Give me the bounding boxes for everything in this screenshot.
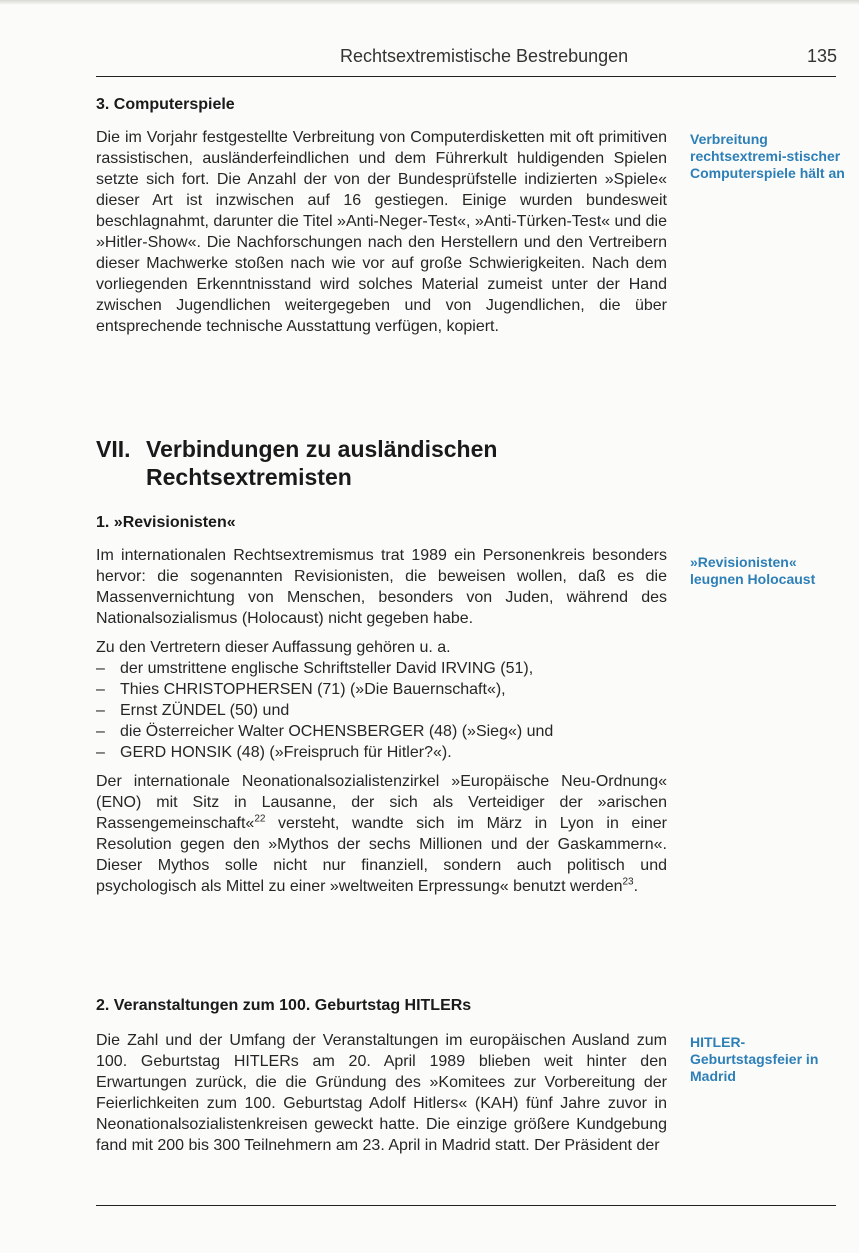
- section-body-hitler-geburtstag: [96, 1030, 667, 1156]
- chapter-title-line1: Verbindungen zu ausländischen: [146, 436, 498, 462]
- paragraph: Im internationalen Rechtsextremismus trat 1989 ein Personenkreis besonders hervor: die sogenannten Revisionisten, die beweisen wollen, daß es die Massenvernichtung von Menschen, besonders von Juden, während des Nationalsozialismus (Holocaust) nicht gegeben habe.: [96, 547, 667, 627]
- chapter-heading: [96, 435, 497, 491]
- footnote-ref: 23: [622, 876, 634, 888]
- section-heading-hitler-geburtstag: 2. Veranstaltungen zum 100. Geburtstag HITLERs: [96, 997, 472, 1014]
- representatives-list: [96, 658, 667, 763]
- chapter-title-line2: Rechtsextremisten: [146, 464, 352, 490]
- list-intro: Zu den Vertretern dieser Auffassung gehören u. a.: [96, 639, 451, 656]
- section-heading-revisionisten: 1. »Revisionisten«: [96, 514, 236, 531]
- running-title: Rechtsextremistische Bestrebungen: [340, 46, 629, 66]
- section-body-revisionisten: [96, 545, 667, 897]
- list-item: – die Österreicher Walter OCHENSBERGER (48) (»Sieg«) und: [96, 721, 667, 742]
- page-number: 135: [806, 46, 837, 66]
- margin-note-revisionisten: »Revisionisten« leugnen Holocaust: [690, 554, 816, 587]
- paragraph-eno: Der internationale Neonationalsozialistenzirkel »Europäische Neu-Ordnung« (ENO) mit Sitz in Lausanne, der sich als Verteidiger der »arischen Rassengemeinschaft«$^{22}$ versteht, wandte sich im März in Lyon in einer Resolution gegen den »Mythos der sechs Millionen und der Gaskammern«. Dieser Mythos solle nicht nur finanziell, sondern auch politisch und psychologisch als Mittel zu einer »weltweiten Erpressung« benutzt werden$^{23}$.: [96, 773, 667, 895]
- list-item: – GERD HONSIK (48) (»Freispruch für Hitler?«).: [96, 742, 667, 763]
- margin-note-computerspiele: Verbreitung rechtsextremi-stischer Computerspiele hält an: [690, 131, 845, 181]
- footer-rule: [96, 1205, 836, 1206]
- chapter-number: VII.: [96, 436, 131, 462]
- paragraph: Die im Vorjahr festgestellte Verbreitung von Computerdisketten mit oft primitiven rassistischen, ausländerfeindlichen und dem Führerkult huldigenden Spielen setzte sich fort. Die Anzahl der von der Bundesprüfstelle indizierten »Spiele« dieser Art ist inzwischen auf 16 gestiegen. Einige wurden bundesweit beschlagnahmt, darunter die Titel »Anti-Neger-Test«, »Anti-Türken-Test« und die »Hitler-Show«. Die Nachforschungen nach den Herstellern und den Vertreibern dieser Machwerke stoßen nach wie vor auf große Schwierigkeiten. Nach dem vorliegenden Erkenntnisstand wird solches Material zumeist unter der Hand zwischen Jugendlichen weitergegeben und von Jugendlichen, die über entsprechende technische Ausstattung verfügen, kopiert.: [96, 129, 667, 335]
- section-body-computerspiele: [96, 127, 667, 337]
- list-item: – Thies CHRISTOPHERSEN (71) (»Die Bauernschaft«),: [96, 679, 667, 700]
- header-rule: [96, 76, 836, 77]
- footnote-ref: 22: [254, 813, 266, 825]
- list-item: – der umstrittene englische Schriftsteller David IRVING (51),: [96, 658, 667, 679]
- margin-note-madrid: HITLER-Geburtstagsfeier in Madrid: [690, 1034, 819, 1084]
- paragraph: Die Zahl und der Umfang der Veranstaltungen im europäischen Ausland zum 100. Geburtstag HITLERs am 20. April 1989 blieben weit hinter den Erwartungen zurück, die die Gründung des »Komitees zur Vorbereitung der Feierlichkeiten zum 100. Geburtstag Adolf Hitlers« (KAH) fünf Jahre zuvor in Neonationalsozialistenkreisen geweckt hatte. Die einzige größere Kundgebung fand mit 200 bis 300 Teilnehmern am 23. April in Madrid statt. Der Präsident der: [96, 1032, 667, 1154]
- section-heading-computerspiele: 3. Computerspiele: [96, 96, 235, 113]
- scan-edge-shadow: [0, 0, 859, 5]
- list-item: – Ernst ZÜNDEL (50) und: [96, 700, 667, 721]
